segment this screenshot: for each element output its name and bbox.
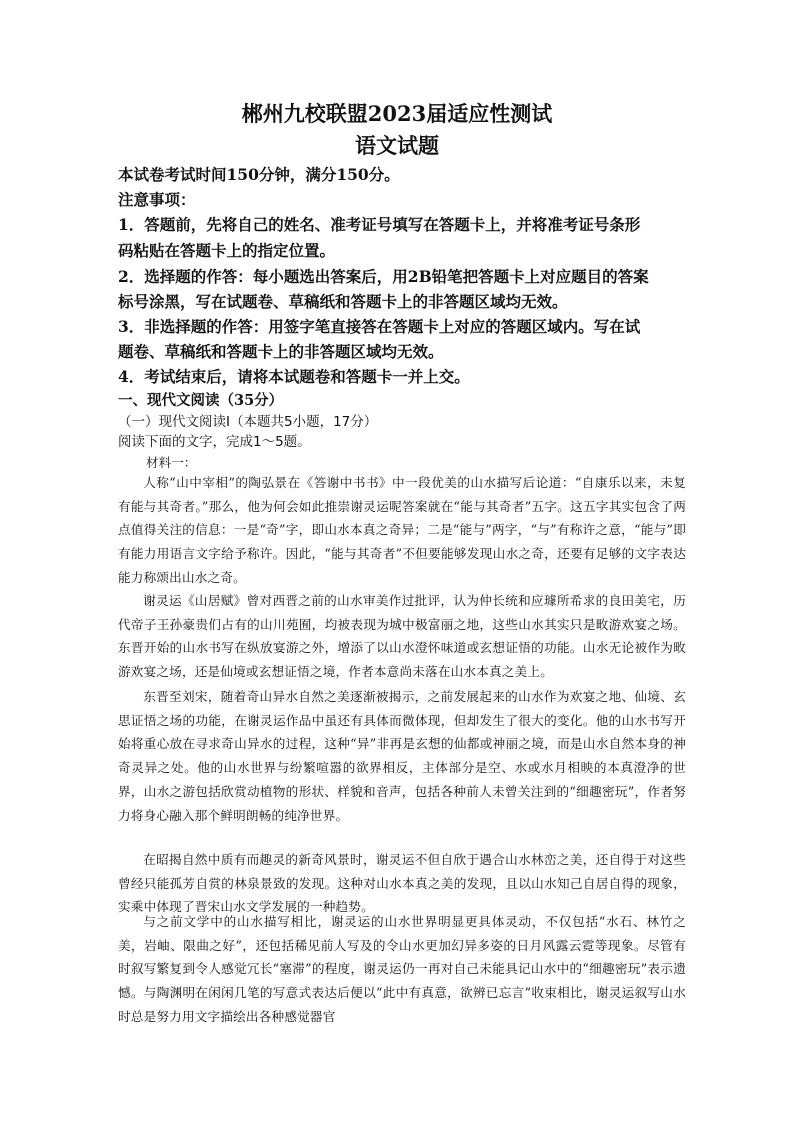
section-heading: 一、现代文阅读（35分） [118, 392, 284, 409]
exam-title: 郴州九校联盟2023届适应性测试 [241, 101, 553, 126]
notice-item-1-line-2: 码粘贴在答题卡上的指定位置。 [118, 241, 336, 260]
notice-heading: 注意事项： [118, 190, 196, 209]
paragraph-1: 人称“山中宰相”的陶弘景在《答谢中书书》中一段优美的山水描写后论道：“自康乐以来，未复有能与其奇者。”那么，他为何会如此推崇谢灵运呢答案就在“能与其奇者”五字。这五字其实包含了两点值得关注的信息：一是“奇”字，即山水本真之奇异；二是“能与”两字，“与”有称许之意，“能与”即有能力用语言文字给予称许。因此，“能与其奇者”不但要能够发现山水之奇，还要有足够的文字表达能力称颂出山水之奇。 [118, 475, 686, 585]
notice-item-4: 4．考试结束后，请将本试题卷和答题卡一并上交。 [118, 367, 470, 386]
notice-item-1-line-1: 1．答题前，先将自己的姓名、准考证号填写在答题卡上，并将准考证号条形 [118, 215, 641, 234]
exam-time-note: 本试卷考试时间150分钟，满分150分。 [118, 165, 400, 184]
material-label: 材料一： [146, 455, 197, 470]
paragraph-4: 在昭揭自然中质有而趣灵的新奇风景时，谢灵运不但自欣于遇合山水林峦之美，还自得于对这些曾经只能孤芳自赏的林泉景致的发现。这种对山水本真之美的发现，且以山水知己自居自得的现象，实乘中体现了晋宋山水文学发展的一种趋势。 [118, 852, 686, 915]
notice-item-3-line-2: 题卷、草稿纸和答题卡上的非答题区域均无效。 [118, 342, 444, 361]
reading-instruction: 阅读下面的文字，完成1～5题。 [118, 434, 311, 450]
paragraph-5: 与之前文学中的山水描写相比，谢灵运的山水世界明显更具体灵动，不仅包括“水石、林竹之美，岩岫、限曲之好”，还包括稀见前人写及的令山水更加幻异多姿的日月风露云霓等现象。尽管有时叙写繁复到令人感觉冗长“塞滞”的程度，谢灵运仍一再对自己未能具记山水中的“细趣密玩”表示遗憾。与陶渊明在闲闲几笔的写意式表达后便以“此中有真意，欲辨已忘言”收束相比，谢灵运叙写山水时总是努力用文字描绘出各种感觉器官 [118, 914, 686, 1024]
paragraph-3: 东晋至刘宋，随着奇山异水自然之美逐渐被揭示，之前发展起来的山水作为欢宴之地、仙境、玄思证悟之场的功能，在谢灵运作品中虽还有具体而微体现，但却发生了很大的变化。他的山水书写开始将重心放在寻求奇山异水的过程，这种“异”非再是玄想的仙都或神丽之境，而是山水自然本身的神奇灵异之处。他的山水世界与纷繁喧嚣的欲界相反，主体部分是空、水或水月相映的本真澄净的世界，山水之游包括欣赏动植物的形状、样貌和音声，包括各种前人未曾关注到的“细趣密玩”，作者努力将身心融入那个鲜明朗畅的纯净世界。 [118, 689, 686, 823]
notice-item-2-line-2: 标号涂黑，写在试题卷、草稿纸和答题卡上的非答题区域均无效。 [118, 292, 568, 311]
notice-item-2-line-1: 2．选择题的作答：每小题选出答案后，用2B铅笔把答题卡上对应题目的答案 [118, 267, 649, 286]
paragraph-2: 谢灵运《山居赋》曾对西晋之前的山水审美作过批评，认为仲长统和应璩所希求的良田美宅，历代帝子王孙豪贵们占有的山川苑囿，均被表现为城中极富丽之地，这些山水其实只是畋游欢宴之场。东晋开始的山水书写在纵放宴游之外，增添了以山水澄怀味道或玄想证悟的功能。山水无论被作为畋游欢宴之场，还是仙境或玄想证悟之境，作者本意尚未落在山水本真之美上。 [118, 593, 686, 680]
subsection-heading: （一）现代文阅读Ⅰ（本题共5小题，17分） [118, 414, 378, 430]
notice-item-3-line-1: 3．非选择题的作答：用签字笔直接答在答题卡上对应的答题区域内。写在试 [118, 317, 641, 336]
exam-subtitle: 语文试题 [355, 133, 439, 158]
